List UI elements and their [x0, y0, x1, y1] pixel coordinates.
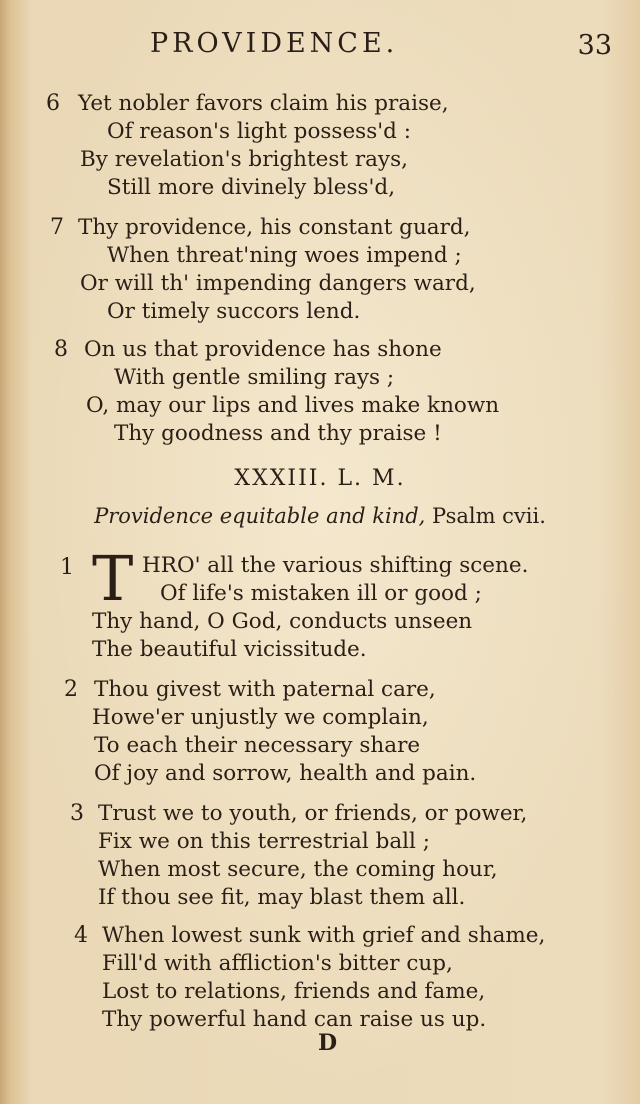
- verse-line: Thy providence, his constant guard,: [78, 215, 471, 240]
- verse-line: When lowest sunk with grief and shame,: [102, 923, 546, 948]
- page-header: [0, 28, 640, 64]
- verse-line: Howe'er unjustly we complain,: [92, 705, 429, 730]
- verse-line: Of life's mistaken ill or good ;: [160, 581, 482, 606]
- verse-line: On us that providence has shone: [84, 337, 442, 362]
- stanza-number: 4: [74, 923, 88, 948]
- signature-mark: D: [318, 1030, 338, 1056]
- verse-line: Fill'd with affliction's bitter cup,: [102, 951, 453, 976]
- page-number: 33: [577, 30, 612, 61]
- verse-line: When most secure, the coming hour,: [98, 857, 498, 882]
- stanza-number: 3: [70, 801, 84, 826]
- running-title: PROVIDENCE.: [150, 28, 399, 59]
- stanza-number: 2: [64, 677, 78, 702]
- drop-cap: T: [92, 542, 134, 615]
- verse-line: Thy powerful hand can raise us up.: [102, 1007, 487, 1032]
- verse-line: O, may our lips and lives make known: [86, 393, 500, 418]
- stanza-number: 1: [60, 555, 74, 580]
- verse-line: Trust we to youth, or friends, or power,: [98, 801, 528, 826]
- verse-line: By revelation's brightest rays,: [80, 147, 408, 172]
- verse-line: If thou see fit, may blast them all.: [98, 885, 466, 910]
- verse-line: Thy goodness and thy praise !: [114, 421, 442, 446]
- stanza-number: 8: [54, 337, 68, 362]
- verse-line: Thou givest with paternal care,: [94, 677, 436, 702]
- verse-line: Or timely succors lend.: [107, 299, 361, 324]
- hymn-heading: XXXIII. L. M.: [234, 466, 406, 491]
- verse-line: When threat'ning woes impend ;: [107, 243, 462, 268]
- hymn-subtitle: [0, 504, 640, 528]
- verse-line: Lost to relations, friends and fame,: [102, 979, 486, 1004]
- verse-line: Of reason's light possess'd :: [107, 119, 411, 144]
- verse-line: Thy hand, O God, conducts unseen: [92, 609, 473, 634]
- verse-line: Fix we on this terrestrial ball ;: [98, 829, 430, 854]
- verse-line: HRO' all the various shifting scene.: [142, 553, 529, 578]
- stanza-number: 6: [46, 91, 60, 116]
- scripture-reference: Psalm cvii.: [432, 504, 546, 528]
- stanza-number: 7: [50, 215, 64, 240]
- verse-line: Yet nobler favors claim his praise,: [78, 91, 449, 116]
- verse-line: Or will th' impending dangers ward,: [80, 271, 476, 296]
- verse-line: To each their necessary share: [94, 733, 421, 758]
- verse-line: Still more divinely bless'd,: [107, 175, 396, 200]
- verse-line: Of joy and sorrow, health and pain.: [94, 761, 477, 786]
- verse-line: The beautiful vicissitude.: [92, 637, 367, 662]
- hymn-subtitle-text: Providence equitable and kind,: [94, 504, 426, 528]
- verse-line: With gentle smiling rays ;: [114, 365, 395, 390]
